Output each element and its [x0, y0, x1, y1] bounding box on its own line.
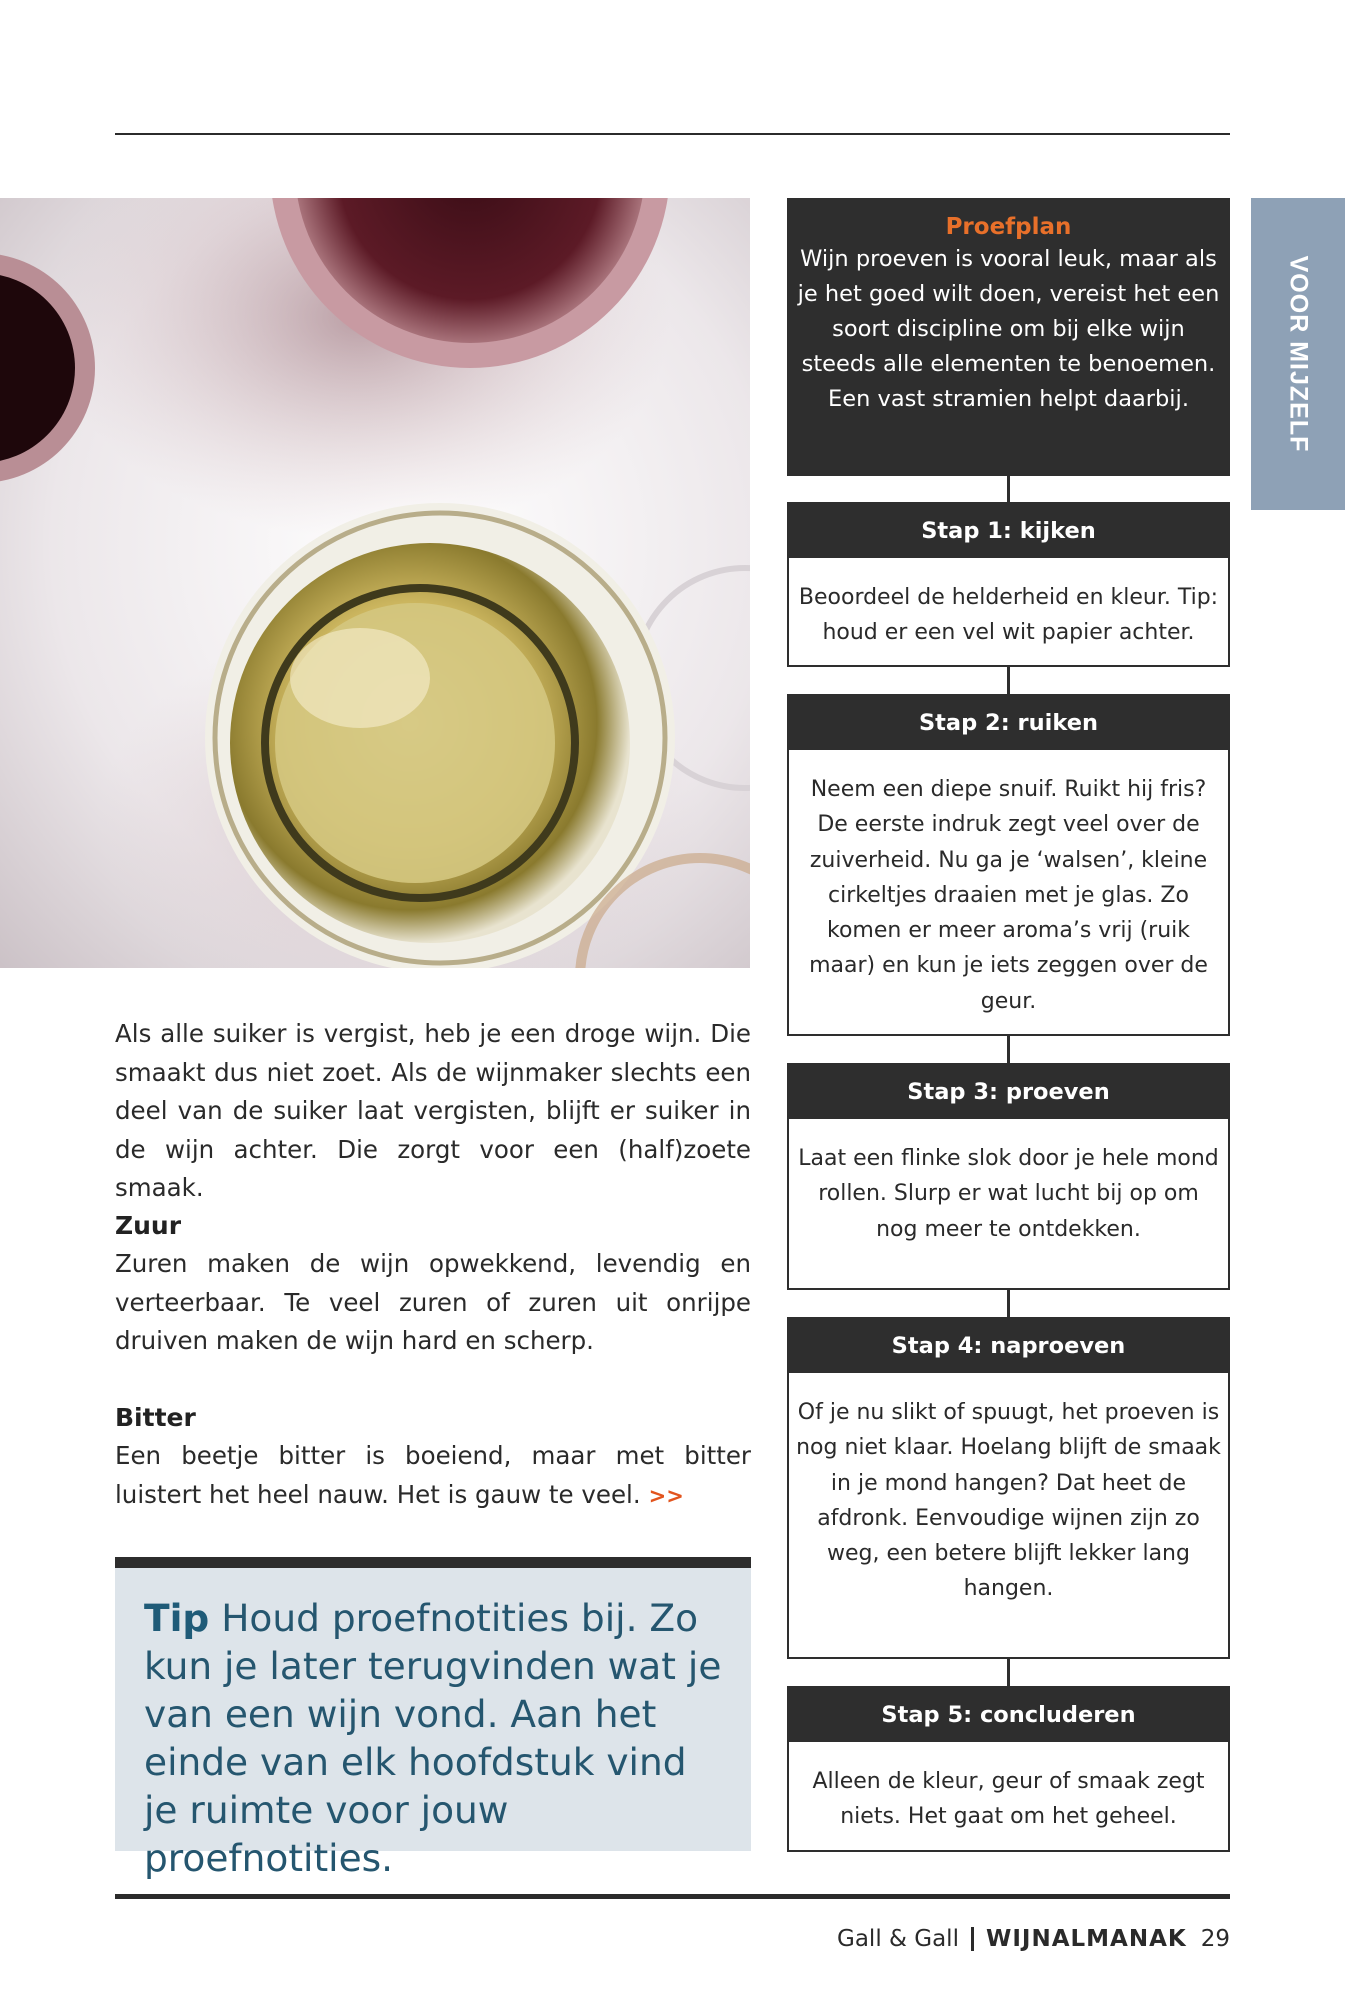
section-side-tab [1251, 198, 1345, 510]
footer-publication: WIJNALMANAK [985, 1926, 1187, 1952]
wine-glasses-photo [0, 198, 750, 968]
bitter-heading: Bitter [115, 1403, 196, 1432]
bitter-text: Een beetje bitter is boeiend, maar met bitter luistert het heel nauw. Het is gauw te veel. [115, 1441, 751, 1509]
step-text: Of je nu slikt of spuugt, het proeven is nog niet klaar. Hoelang blijft de smaak in je mond hangen? Dat heet de afdronk. Eenvoudige wijnen zijn zo weg, een betere blijft lekker lang hangen. [796, 1400, 1221, 1602]
top-rule [115, 133, 1230, 135]
step-text: Neem een diepe snuif. Ruikt hij fris? De eerste indruk zegt veel over de zuiverheid. Nu ga je ‘walsen’, kleine cirkeltjes draaien met je glas. Zo komen er meer aroma’s vrij (ruik maar) en kun je iets zeggen over de geur. [809, 777, 1208, 1014]
step-box-1 [787, 502, 1230, 667]
proefplan-intro-box [787, 198, 1230, 476]
flow-connector [1007, 476, 1010, 502]
intro-paragraph: Als alle suiker is vergist, heb je een droge wijn. Die smaakt dus niet zoet. Als de wijnmaker slechts een deel van de suiker laat vergisten, blijft er suiker in de wijn achter. Die zorgt voor een (half)zoete smaak. [115, 1019, 751, 1202]
footer-brand: Gall & Gall [837, 1926, 959, 1952]
proefplan-title: Proefplan [945, 214, 1072, 240]
page-footer [837, 1926, 1230, 1952]
tip-text: Houd proefnotities bij. Zo kun je later terugvinden wat je van een wijn vond. Aan het einde van elk hoofdstuk vind je ruimte voor jouw proefnotities. [144, 1596, 722, 1880]
step-text: Laat een flinke slok door je hele mond rollen. Slurp er wat lucht bij op om nog meer te ontdekken. [798, 1146, 1219, 1242]
step-title: Stap 5: concluderen [789, 1688, 1228, 1742]
flow-connector [1007, 1036, 1010, 1063]
zuur-heading: Zuur [115, 1211, 182, 1240]
continue-marker: >> [648, 1483, 684, 1508]
flow-connector [1007, 1290, 1010, 1317]
flow-connector [1007, 1659, 1010, 1686]
step-title: Stap 3: proeven [789, 1065, 1228, 1119]
step-title: Stap 2: ruiken [789, 696, 1228, 750]
zuur-paragraph: Zuren maken de wijn opwekkend, levendig en verteerbaar. Te veel zuren of zuren uit onrijpe druiven maken de wijn hard en scherp. [115, 1249, 751, 1355]
step-box-5 [787, 1686, 1230, 1852]
step-box-4 [787, 1317, 1230, 1659]
step-box-2 [787, 694, 1230, 1036]
bitter-paragraph [115, 1437, 751, 1515]
tip-box [115, 1568, 751, 1880]
tip-label: Tip [144, 1596, 210, 1640]
tip-top-bar [115, 1557, 751, 1568]
page-number: 29 [1200, 1926, 1230, 1952]
step-text: Beoordeel de helderheid en kleur. Tip: houd er een vel wit papier achter. [798, 585, 1219, 646]
side-tab-label: VOOR MIJZELF [1284, 255, 1313, 453]
footer-separator [971, 1927, 974, 1951]
bottom-rule [115, 1894, 1230, 1899]
step-box-3 [787, 1063, 1230, 1290]
flow-connector [1007, 667, 1010, 694]
step-title: Stap 4: naproeven [789, 1319, 1228, 1373]
tip-paragraph [144, 1594, 731, 1882]
step-text: Alleen de kleur, geur of smaak zegt niets. Het gaat om het geheel. [812, 1769, 1205, 1830]
proefplan-intro-text: Wijn proeven is vooral leuk, maar als je het goed wilt doen, vereist het een soort discipline om bij elke wijn steeds alle elementen te benoemen. Een vast stramien helpt daarbij. [797, 246, 1220, 412]
step-title: Stap 1: kijken [789, 504, 1228, 558]
